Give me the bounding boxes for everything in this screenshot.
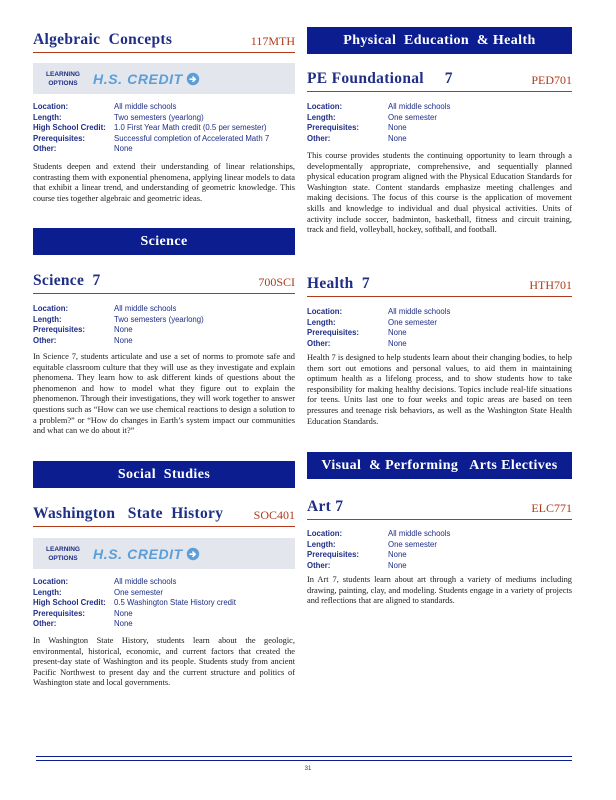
info-value: None bbox=[114, 144, 133, 153]
info-row-other bbox=[307, 561, 572, 572]
info-key: Other: bbox=[307, 338, 331, 348]
course-title: Algebraic Concepts bbox=[33, 31, 173, 48]
credit-arrow-icon bbox=[186, 72, 200, 86]
info-row-other bbox=[33, 336, 295, 347]
course-title: Science 7 bbox=[33, 272, 101, 289]
hs-credit-text: H.S. CREDIT bbox=[93, 545, 183, 562]
course-info-art-7 bbox=[307, 529, 572, 571]
info-key: Other: bbox=[307, 133, 331, 143]
course-info-science-7 bbox=[33, 304, 295, 346]
info-row-length bbox=[33, 315, 295, 326]
info-value: None bbox=[114, 335, 133, 345]
info-value: None bbox=[388, 123, 407, 132]
info-value: All middle schools bbox=[114, 577, 177, 586]
footer-rule-top bbox=[36, 756, 572, 757]
info-row-prerequisites bbox=[33, 134, 295, 145]
info-value: None bbox=[114, 619, 133, 628]
info-key: Prerequisites: bbox=[307, 550, 360, 559]
info-key: Location: bbox=[33, 102, 69, 111]
learning-options-label-line2: OPTIONS bbox=[48, 79, 78, 87]
info-value: None bbox=[388, 338, 407, 348]
info-row-location bbox=[33, 577, 295, 588]
info-value: All middle schools bbox=[388, 307, 451, 316]
course-title: Art 7 bbox=[307, 498, 344, 515]
info-row-other bbox=[33, 144, 295, 155]
info-key: Other: bbox=[33, 619, 57, 628]
info-value: None bbox=[388, 560, 407, 570]
footer-rule-bottom bbox=[36, 760, 572, 761]
info-key: Other: bbox=[33, 335, 57, 345]
course-info-washington-state-history bbox=[33, 577, 295, 630]
course-info-pe-foundational-7 bbox=[307, 102, 572, 144]
info-key: Location: bbox=[33, 577, 69, 586]
hs-credit-badge bbox=[93, 546, 200, 562]
course-title: Washington State History bbox=[33, 505, 224, 522]
info-key: Length: bbox=[33, 112, 62, 122]
info-key: High School Credit: bbox=[33, 123, 106, 132]
course-code: 117MTH bbox=[250, 34, 295, 48]
learning-options-label-line1: LEARNING bbox=[46, 70, 80, 78]
course-header-washington-state-history bbox=[33, 505, 295, 527]
section-banner-social-studies: Social Studies bbox=[33, 461, 295, 488]
section-banner-physical-education-health: Physical Education & Health bbox=[307, 27, 572, 54]
info-value: None bbox=[388, 328, 407, 337]
info-key: Prerequisites: bbox=[33, 325, 86, 334]
info-row-location bbox=[307, 307, 572, 318]
info-value: One semester bbox=[388, 317, 437, 327]
info-key: Length: bbox=[307, 112, 336, 122]
course-code: 700SCI bbox=[258, 275, 295, 289]
info-key: Prerequisites: bbox=[33, 608, 86, 618]
credit-arrow-icon bbox=[186, 547, 200, 561]
info-key: Length: bbox=[33, 587, 62, 597]
info-key: Length: bbox=[307, 317, 336, 327]
info-key: Other: bbox=[33, 144, 57, 153]
hs-credit-text: H.S. CREDIT bbox=[93, 70, 183, 87]
learning-options-label bbox=[33, 70, 93, 88]
course-info-algebraic-concepts bbox=[33, 102, 295, 155]
info-key: Location: bbox=[307, 307, 343, 316]
info-row-length bbox=[33, 113, 295, 124]
course-code: HTH701 bbox=[529, 278, 572, 292]
course-description-health-7: Health 7 is designed to help students learn about their changing bodies, to help them sort out emotions and personal values, to aid them in maintaining optimum health as a lifelong process, and to show students how to take responsibility for making healthy decisions. Topics include real-life situations for teens. Units last one to four weeks and topic areas are based on teen pressures and teenage risk behaviors, as well as the Washington State Health Education Standards. bbox=[307, 353, 572, 426]
course-header-art-7 bbox=[307, 498, 572, 520]
learning-options-box bbox=[33, 538, 295, 569]
info-row-location bbox=[33, 304, 295, 315]
course-info-health-7 bbox=[307, 307, 572, 349]
info-row-prerequisites bbox=[307, 550, 572, 561]
info-row-hs-credit bbox=[33, 123, 295, 134]
info-value: None bbox=[114, 608, 133, 618]
info-row-location bbox=[33, 102, 295, 113]
info-row-location bbox=[307, 102, 572, 113]
learning-options-label-line1: LEARNING bbox=[46, 545, 80, 553]
info-value: None bbox=[114, 325, 133, 334]
learning-options-label bbox=[33, 545, 93, 563]
info-key: Prerequisites: bbox=[307, 328, 360, 337]
course-header-pe-foundational-7 bbox=[307, 70, 572, 92]
course-title: Health 7 bbox=[307, 275, 370, 292]
info-value: All middle schools bbox=[388, 102, 451, 111]
info-row-prerequisites bbox=[33, 609, 295, 620]
learning-options-box bbox=[33, 63, 295, 94]
info-row-other bbox=[307, 339, 572, 350]
course-header-algebraic-concepts bbox=[33, 31, 295, 53]
info-row-length bbox=[33, 588, 295, 599]
info-value: Two semesters (yearlong) bbox=[114, 112, 204, 122]
course-description-art-7: In Art 7, students learn about art through a variety of mediums including drawing, painting, clay, and modeling. Students engage in a variety of projects and reflections that are aligned to standards. bbox=[307, 575, 572, 606]
info-row-prerequisites bbox=[307, 328, 572, 339]
section-banner-science: Science bbox=[33, 228, 295, 255]
course-code: PED701 bbox=[531, 73, 572, 87]
info-row-length bbox=[307, 318, 572, 329]
info-key: Prerequisites: bbox=[307, 123, 360, 132]
info-row-prerequisites bbox=[307, 123, 572, 134]
page-number: 31 bbox=[304, 766, 312, 772]
info-row-length bbox=[307, 113, 572, 124]
info-value: Two semesters (yearlong) bbox=[114, 314, 204, 324]
section-banner-visual-performing-arts: Visual & Performing Arts Electives bbox=[307, 452, 572, 479]
course-header-science-7 bbox=[33, 272, 295, 294]
info-key: Location: bbox=[307, 102, 343, 111]
info-key: Prerequisites: bbox=[33, 133, 86, 143]
info-row-prerequisites bbox=[33, 325, 295, 336]
info-value: 1.0 First Year Math credit (0.5 per semester) bbox=[114, 123, 267, 132]
info-value: None bbox=[388, 133, 407, 143]
course-header-health-7 bbox=[307, 275, 572, 297]
info-row-location bbox=[307, 529, 572, 540]
info-key: Length: bbox=[307, 539, 336, 549]
info-key: Other: bbox=[307, 560, 331, 570]
info-value: One semester bbox=[114, 587, 163, 597]
course-description-algebraic-concepts: Students deepen and extend their understanding of linear relationships, contrasting them with exponential phenomena, applying linear models to data that exhibit a linear trend, and understanding of geometric knowledge. This course ties together algebraic and geometric ideas. bbox=[33, 162, 295, 203]
info-row-other bbox=[33, 619, 295, 630]
course-description-pe-foundational-7: This course provides students the continuing opportunity to learn through a developmentally appropriate, comprehensive, and sequentially planned physical education program aligned with the Physical Education Standards for Washington state. Content standards emphasize meeting challenges and making decisions. The focus of this course is the application of movement skills and knowledge to individual and dual physical activities. Units of activity include soccer, badminton, basketball, fitness and circuit training, track and field, volleyball, hockey, softball, and football. bbox=[307, 151, 572, 235]
info-value: 0.5 Washington State History credit bbox=[114, 598, 236, 607]
info-value: All middle schools bbox=[114, 304, 177, 313]
info-value: One semester bbox=[388, 539, 437, 549]
info-row-hs-credit bbox=[33, 598, 295, 609]
info-key: Location: bbox=[307, 529, 343, 538]
info-value: Successful completion of Accelerated Math 7 bbox=[114, 133, 270, 143]
info-value: One semester bbox=[388, 112, 437, 122]
info-key: High School Credit: bbox=[33, 598, 106, 607]
info-row-other bbox=[307, 134, 572, 145]
course-description-washington-state-history: In Washington State History, students learn about the geologic, environmental, historical, economic, and current factors that created the present-day state of Washington and its people. Students study from ancient Pacific Northwest to present day and the current structure and politics of Washington state and local governments. bbox=[33, 636, 295, 688]
info-row-length bbox=[307, 540, 572, 551]
info-value: All middle schools bbox=[388, 529, 451, 538]
course-code: ELC771 bbox=[531, 501, 572, 515]
hs-credit-badge bbox=[93, 71, 200, 87]
info-value: All middle schools bbox=[114, 102, 177, 111]
info-value: None bbox=[388, 550, 407, 559]
info-key: Length: bbox=[33, 314, 62, 324]
course-description-science-7: In Science 7, students articulate and use a set of norms to promote safe and equitable classroom culture that they will use as they investigate and explain phenomena. They learn how to ask different kinds of questions about the phenomenon and how to model what they figure out to explain the phenomenon. Through their investigations, they will work together to answer questions such as “How can we use chemical reactions to design a solution to a problem?” or “How do changes in Earth’s system impact our communities and what can we do about it?” bbox=[33, 352, 295, 436]
course-title: PE Foundational 7 bbox=[307, 70, 453, 87]
learning-options-label-line2: OPTIONS bbox=[48, 554, 78, 562]
course-code: SOC401 bbox=[253, 508, 295, 522]
info-key: Location: bbox=[33, 304, 69, 313]
